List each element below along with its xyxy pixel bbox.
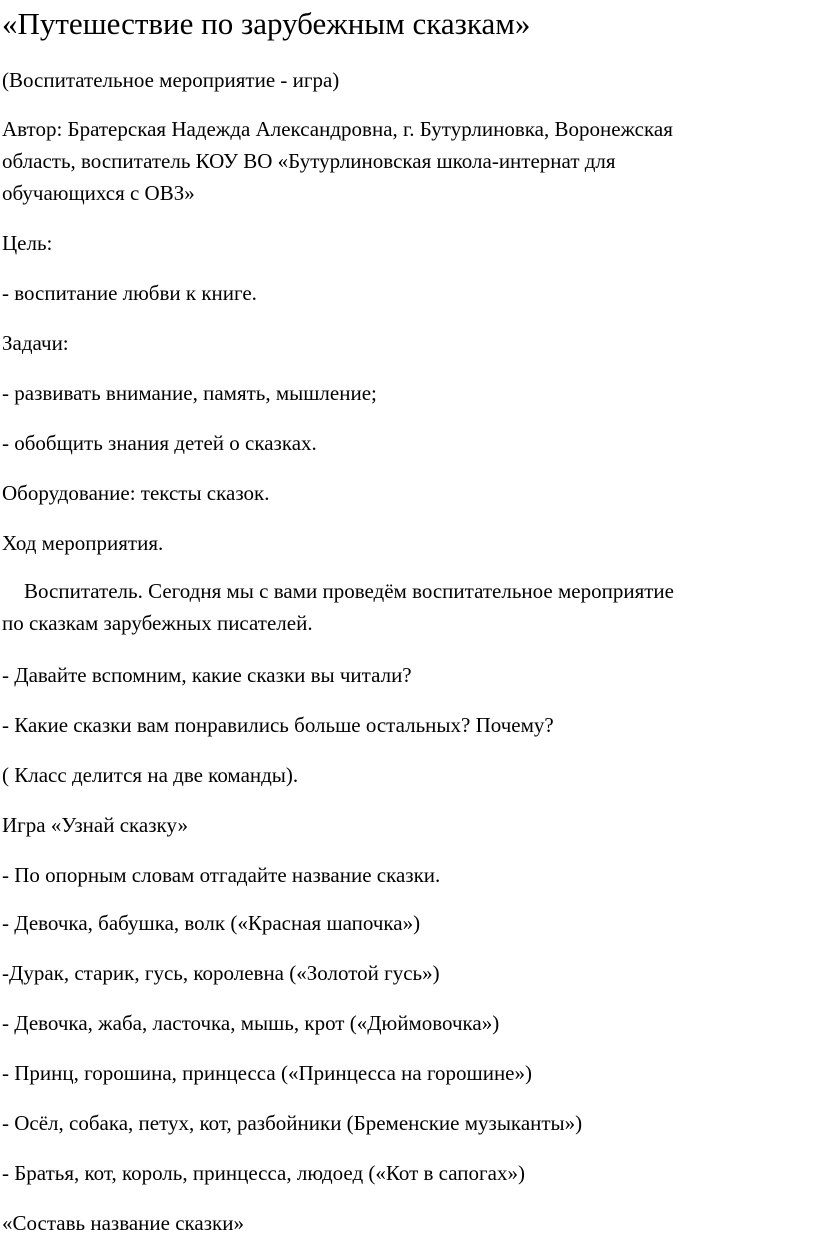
class-split-line: ( Класс делится на две команды).	[2, 763, 299, 787]
question-line: - Давайте вспомним, какие сказки вы читали?	[2, 663, 412, 687]
equipment-line: Оборудование: тексты сказок.	[2, 481, 270, 505]
goal-heading: Цель:	[2, 231, 53, 255]
game-item: -Дурак, старик, гусь, королевна («Золотой гусь»)	[2, 961, 440, 985]
intro-line: по сказкам зарубежных писателей.	[2, 611, 313, 635]
next-section-title: «Составь название сказки»	[2, 1211, 244, 1235]
task-item: - развивать внимание, память, мышление;	[2, 381, 377, 405]
question-line: - Какие сказки вам понравились больше остальных? Почему?	[2, 713, 554, 737]
game-title: Игра «Узнай сказку»	[2, 813, 188, 837]
author-paragraph	[2, 113, 802, 209]
author-line: область, воспитатель КОУ ВО «Бутурлиновская школа-интернат для	[2, 149, 616, 173]
task-item: - обобщить знания детей о сказках.	[2, 431, 317, 455]
document-subtitle: (Воспитательное мероприятие - игра)	[2, 68, 340, 92]
intro-line: Воспитатель. Сегодня мы с вами проведём воспитательное мероприятие	[24, 579, 674, 603]
author-line: Автор: Братерская Надежда Александровна, г. Бутурлиновка, Воронежская	[2, 117, 673, 141]
game-item: - Осёл, собака, петух, кот, разбойники (Бременские музыканты»)	[2, 1111, 583, 1135]
goal-item: - воспитание любви к книге.	[2, 281, 257, 305]
intro-paragraph	[2, 575, 674, 639]
document-title: «Путешествие по зарубежным сказкам»	[2, 6, 531, 41]
tasks-heading: Задачи:	[2, 331, 69, 355]
game-item: - Братья, кот, король, принцесса, людоед («Кот в сапогах»)	[2, 1161, 525, 1185]
game-instruction: - По опорным словам отгадайте название сказки.	[2, 863, 441, 887]
game-item: - Девочка, жаба, ласточка, мышь, крот («Дюймовочка»)	[2, 1011, 500, 1035]
game-item: - Девочка, бабушка, волк («Красная шапочка»)	[2, 911, 421, 935]
game-item: - Принц, горошина, принцесса («Принцесса на горошине»)	[2, 1061, 532, 1085]
course-heading: Ход мероприятия.	[2, 531, 164, 555]
author-line: обучающихся с ОВЗ»	[2, 181, 195, 205]
